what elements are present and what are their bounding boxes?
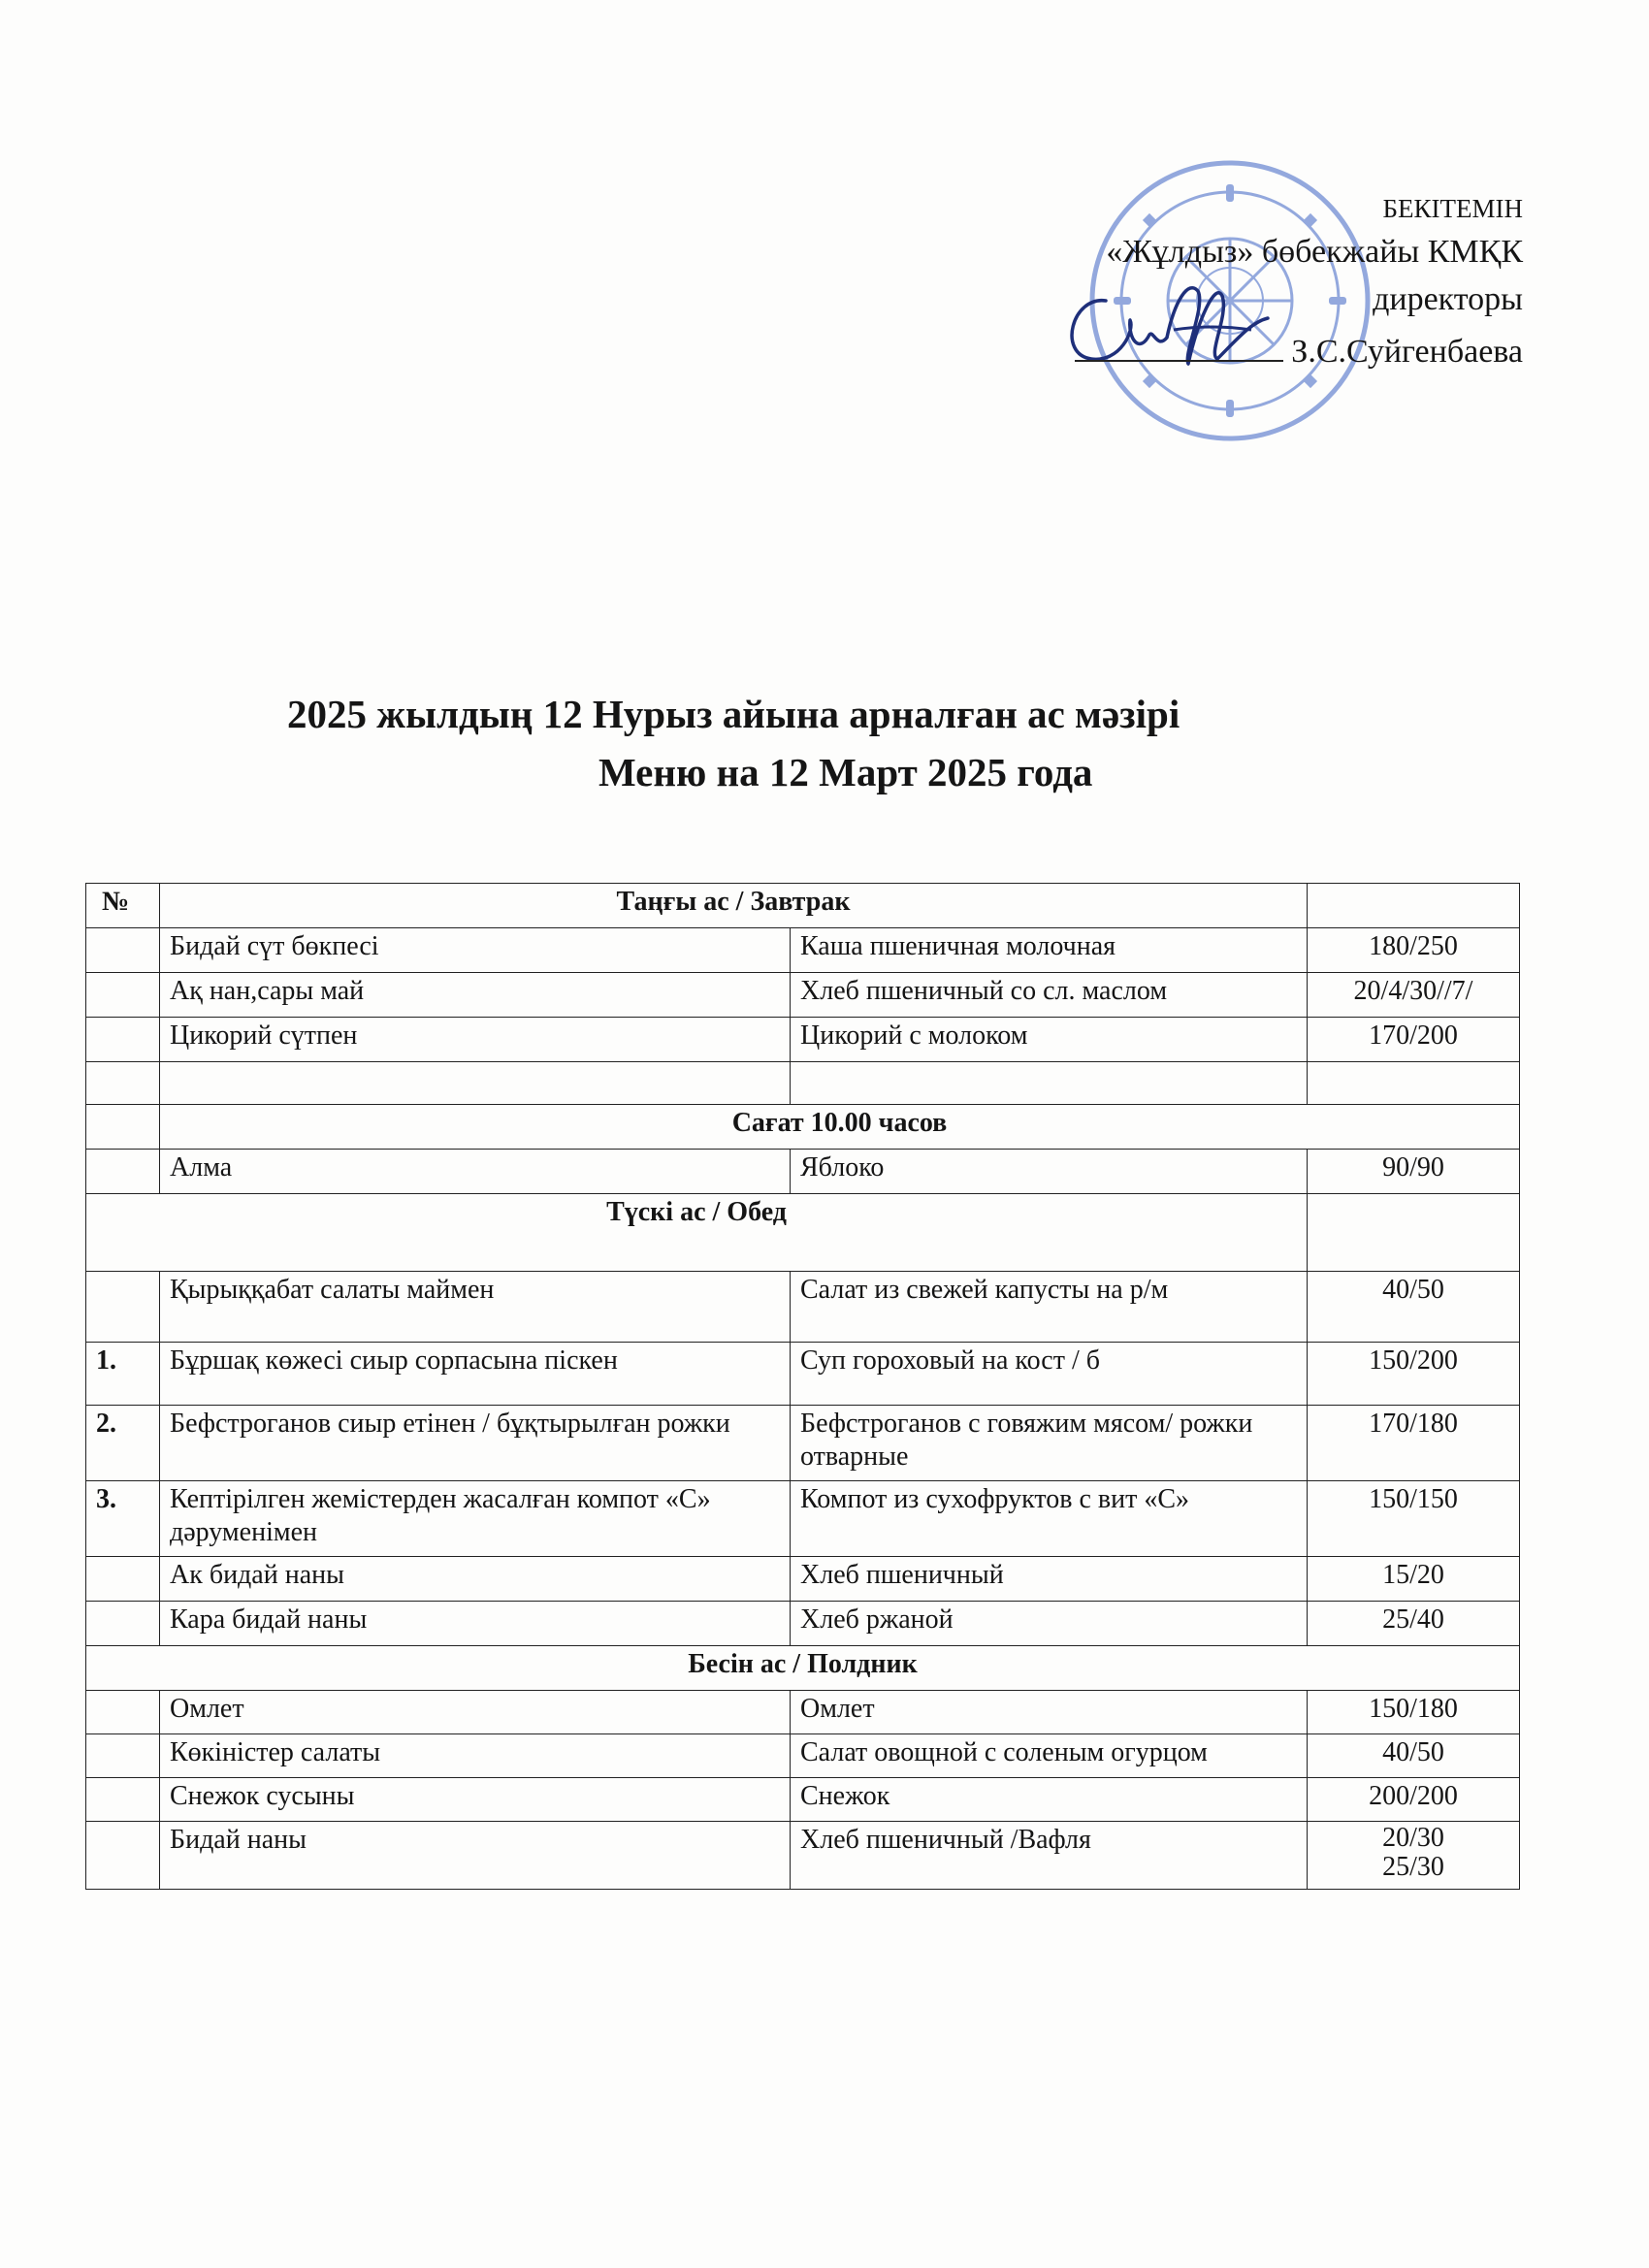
portion-quantity: 200/200 — [1308, 1778, 1520, 1822]
table-row — [86, 928, 1520, 973]
num-cell — [86, 1602, 160, 1646]
portion-quantity: 150/200 — [1308, 1343, 1520, 1406]
menu-title-russian: Меню на 12 Март 2025 года — [598, 750, 1093, 794]
section-breakfast-heading: Таңғы ас / Завтрак — [160, 884, 1308, 928]
num-cell — [86, 1557, 160, 1602]
dish-russian: Хлеб пшеничный со сл. маслом — [791, 973, 1308, 1018]
portion-quantity: 150/150 — [1308, 1481, 1520, 1557]
empty-cell — [1308, 1062, 1520, 1105]
dish-kazakh: Көкіністер салаты — [160, 1734, 791, 1778]
dish-kazakh: Ақ нан,сары май — [160, 973, 791, 1018]
num-cell: 3. — [86, 1481, 160, 1557]
table-row — [86, 1406, 1520, 1481]
dish-kazakh: Ак бидай наны — [160, 1557, 791, 1602]
dish-russian: Салат из свежей капусты на р/м — [791, 1272, 1308, 1343]
dish-kazakh: Кептірілген жемістерден жасалған компот «С» дәруменімен — [160, 1481, 791, 1557]
num-cell: 1. — [86, 1343, 160, 1406]
table-row — [86, 1150, 1520, 1194]
portion-quantity: 20/4/30//7/ — [1308, 973, 1520, 1018]
portion-quantity-line: 20/30 — [1382, 1823, 1444, 1853]
approval-position: директоры — [1373, 281, 1523, 317]
empty-cell — [1308, 1194, 1520, 1272]
director-name: З.С.Суйгенбаева — [1291, 334, 1523, 370]
table-row — [86, 1272, 1520, 1343]
dish-russian: Хлеб пшеничный /Вафля — [791, 1822, 1308, 1890]
empty-cell — [86, 1105, 160, 1150]
dish-kazakh: Бұршақ көжесі сиыр сорпасына піскен — [160, 1343, 791, 1406]
table-row — [86, 1481, 1520, 1557]
dish-russian: Каша пшеничная молочная — [791, 928, 1308, 973]
empty-cell — [791, 1062, 1308, 1105]
num-cell — [86, 1018, 160, 1062]
table-row — [86, 1734, 1520, 1778]
dish-russian: Хлеб пшеничный — [791, 1557, 1308, 1602]
approval-block — [1018, 189, 1523, 375]
dish-russian: Салат овощной с соленым огурцом — [791, 1734, 1308, 1778]
signature-underline — [1075, 323, 1283, 362]
dish-russian: Суп гороховый на кост / б — [791, 1343, 1308, 1406]
num-cell — [86, 1822, 160, 1890]
dish-kazakh: Снежок сусыны — [160, 1778, 791, 1822]
approval-signature-line — [1018, 323, 1523, 375]
dish-kazakh: Бефстроганов сиыр етінен / бұқтырылған рожки — [160, 1406, 791, 1481]
table-row — [86, 973, 1520, 1018]
number-column-header: № — [86, 884, 160, 928]
portion-quantity: 40/50 — [1308, 1272, 1520, 1343]
num-cell — [86, 1272, 160, 1343]
approval-title: БЕКІТЕМІН — [1382, 194, 1523, 223]
portion-quantity: 40/50 — [1308, 1734, 1520, 1778]
dish-russian: Бефстроганов с говяжим мясом/ рожки отварные — [791, 1406, 1308, 1481]
num-cell — [86, 1691, 160, 1734]
portion-quantity: 25/40 — [1308, 1602, 1520, 1646]
dish-russian: Снежок — [791, 1778, 1308, 1822]
dish-russian: Компот из сухофруктов с вит «С» — [791, 1481, 1308, 1557]
table-row — [86, 1343, 1520, 1406]
portion-quantity: 170/180 — [1308, 1406, 1520, 1481]
portion-quantity: 150/180 — [1308, 1691, 1520, 1734]
table-row — [86, 1822, 1520, 1890]
dish-russian: Яблоко — [791, 1150, 1308, 1194]
menu-title-kazakh: 2025 жылдың 12 Нурыз айына арналған ас мәзірі — [287, 692, 1180, 736]
portion-quantity: 90/90 — [1308, 1150, 1520, 1194]
dish-kazakh: Цикорий сүтпен — [160, 1018, 791, 1062]
table-row — [86, 1018, 1520, 1062]
section-snack-heading: Сағат 10.00 часов — [160, 1105, 1520, 1150]
table-row — [86, 1557, 1520, 1602]
lunch-header-row — [86, 1194, 1520, 1272]
menu-table — [85, 883, 1520, 1890]
section-afternoon-heading: Бесін ас / Полдник — [86, 1646, 1520, 1691]
dish-russian: Омлет — [791, 1691, 1308, 1734]
table-row — [86, 1691, 1520, 1734]
dish-kazakh: Омлет — [160, 1691, 791, 1734]
dish-kazakh: Қырыққабат салаты маймен — [160, 1272, 791, 1343]
table-row — [86, 1778, 1520, 1822]
table-row — [86, 1602, 1520, 1646]
num-cell — [86, 1150, 160, 1194]
empty-cell — [1308, 884, 1520, 928]
snack-header-row — [86, 1105, 1520, 1150]
dish-russian: Цикорий с молоком — [791, 1018, 1308, 1062]
empty-cell — [160, 1062, 791, 1105]
dish-kazakh: Бидай наны — [160, 1822, 791, 1890]
portion-quantity-line: 25/30 — [1382, 1852, 1444, 1882]
afternoon-header-row — [86, 1646, 1520, 1691]
dish-kazakh: Бидай сүт бөкпесі — [160, 928, 791, 973]
breakfast-header-row — [86, 884, 1520, 928]
portion-quantity: 180/250 — [1308, 928, 1520, 973]
dish-kazakh: Алма — [160, 1150, 791, 1194]
section-lunch-heading: Түскі ас / Обед — [86, 1194, 1308, 1272]
approval-organization: «Жұлдыз» бөбекжайы КМҚК — [1106, 234, 1523, 270]
portion-quantity: 170/200 — [1308, 1018, 1520, 1062]
num-cell — [86, 928, 160, 973]
num-cell — [86, 1778, 160, 1822]
num-cell: 2. — [86, 1406, 160, 1481]
portion-quantity: 15/20 — [1308, 1557, 1520, 1602]
dish-kazakh: Кара бидай наны — [160, 1602, 791, 1646]
empty-row — [86, 1062, 1520, 1105]
empty-cell — [86, 1062, 160, 1105]
num-cell — [86, 973, 160, 1018]
num-cell — [86, 1734, 160, 1778]
portion-quantity — [1308, 1822, 1520, 1890]
dish-russian: Хлеб ржаной — [791, 1602, 1308, 1646]
